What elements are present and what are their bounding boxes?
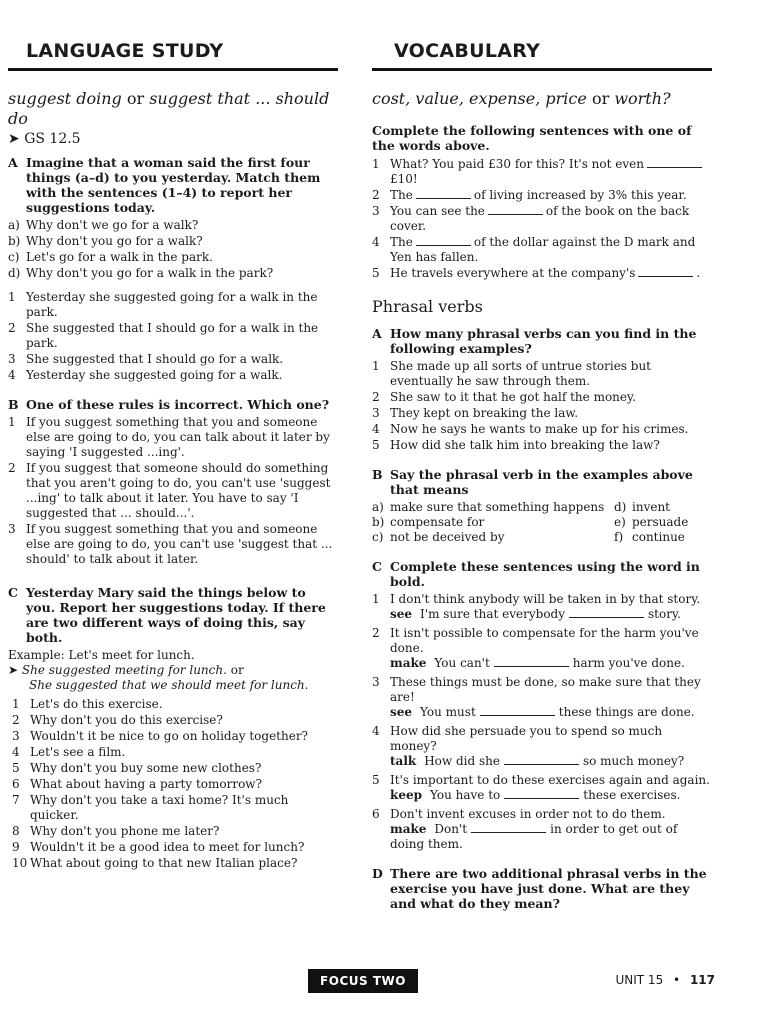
example-block: Example: Let's meet for lunch. ➤ She suggested meeting for lunch. or She suggested that we should meet for lunch. [8, 648, 338, 693]
page-number: 117 [689, 973, 715, 987]
phrasal-c-instruction: C Complete these sentences using the word in bold. [372, 559, 700, 589]
rule-item: 2 If you suggest that someone should do something that you aren't going to do, you can't use 'suggest ...ing' to talk about it later. You have to say 'I suggested that ... should...'. [8, 461, 331, 520]
phrasal-d-instruction: D There are two additional phrasal verbs in the exercise you have just done. What are they and what do they mean? [372, 866, 707, 911]
language-study-heading: LANGUAGE STUDY [8, 40, 338, 71]
exercise-item: 6 What about having a party tomorrow? [12, 777, 263, 791]
sentence-item: 1 Yesterday she suggested going for a walk in the park. [8, 290, 318, 319]
definition-cell: c) [372, 530, 384, 544]
definition-cell: persuade [632, 515, 689, 529]
definition-cell: e) [614, 515, 626, 529]
phrasal-verbs-title: Phrasal verbs [372, 297, 483, 316]
section-a-sentences [8, 290, 338, 383]
vocabulary-column [372, 40, 712, 914]
answer-blank [504, 788, 579, 799]
vocab-intro: Complete the following sentences with one of the words above. [372, 123, 692, 153]
answer-blank [416, 235, 471, 246]
example-item: 4 Now he says he wants to make up for his crimes. [372, 422, 689, 436]
keyword: see [390, 705, 413, 719]
exercise-item: 3 Wouldn't it be nice to go on holiday together? [12, 729, 308, 743]
answer-blank [638, 266, 693, 277]
grammar-topic [8, 89, 338, 129]
vocab-item: 2 The of living increased by 3% this year. [372, 188, 687, 202]
rule-item: 1 If you suggest something that you and someone else are going to do, you can talk about it later by saying 'I suggested ...ing'. [8, 415, 330, 459]
keyword: see [390, 607, 413, 621]
arrow-icon: ➤ [8, 663, 22, 677]
unit-label: UNIT 15 [615, 973, 664, 987]
section-c-items [8, 697, 338, 871]
option-item: d) Why don't you go for a walk in the park? [8, 266, 274, 280]
exercise-item: 1 Let's do this exercise. [12, 697, 163, 711]
transformation-item: 2 It isn't possible to compensate for the harm you've done. make You can't harm you've done. [372, 626, 699, 670]
phrasal-c-items [372, 592, 712, 852]
example-item: 1 She made up all sorts of untrue stories but eventually he saw through them. [372, 359, 652, 388]
vocab-item: 3 You can see the of the book on the back cover. [372, 204, 690, 233]
keyword: make [390, 822, 427, 836]
example-answer-2: She suggested that we should meet for lunch. [29, 678, 309, 692]
topic-or: or [126, 89, 145, 108]
exercise-item: 8 Why don't you phone me later? [12, 824, 220, 838]
section-b-rules [8, 415, 338, 567]
example-item: 3 They kept on breaking the law. [372, 406, 579, 420]
example-answer-1: She suggested meeting for lunch. [21, 663, 227, 677]
transformation-item: 5 It's important to do these exercises again and again. keep You have to these exercises. [372, 773, 710, 802]
gs-ref-text: GS 12.5 [24, 131, 81, 147]
definition-cell: b) [372, 515, 385, 529]
answer-blank [488, 204, 543, 215]
arrow-icon: ➤ [8, 131, 20, 147]
phrasal-b-items [372, 500, 712, 545]
phrasal-b-instruction: B Say the phrasal verb in the examples above that means [372, 467, 693, 497]
transformation-item: 6 Don't invent excuses in order not to do them. make Don't in order to get out of doing them. [372, 807, 678, 851]
transformation-item: 3 These things must be done, so make sure that they are! see You must these things are done. [372, 675, 701, 719]
definition-cell: f) [614, 530, 624, 544]
rule-item: 3 If you suggest something that you and someone else are going to do, you can't use 'suggest that ... should' to talk about it later. [8, 522, 333, 566]
vocab-item: 1 What? You paid £30 for this? It's not even£10! [372, 157, 712, 187]
exercise-item: 7 Why don't you take a taxi home? It's much quicker. [12, 793, 289, 822]
exercise-item: 9 Wouldn't it be a good idea to meet for lunch? [12, 840, 305, 854]
answer-blank [471, 822, 546, 833]
exercise-item: 10 What about going to that new Italian place? [12, 856, 298, 870]
example-label: Example: Let's meet for lunch. [8, 648, 195, 662]
section-b-instruction: B One of these rules is incorrect. Which one? [8, 397, 330, 412]
sentence-item: 4 Yesterday she suggested going for a walk. [8, 368, 283, 382]
section-a-options [8, 218, 338, 281]
option-item: b) Why don't you go for a walk? [8, 234, 203, 248]
answer-blank [494, 656, 569, 667]
transformation-item: 1 I don't think anybody will be taken in by that story. see I'm sure that everybody story. [372, 592, 701, 621]
option-item: a) Why don't we go for a walk? [8, 218, 199, 232]
transformation-item: 4 How did she persuade you to spend so much money? talk How did she so much money? [372, 724, 685, 768]
definition-cell: continue [632, 530, 685, 544]
vocab-topic: cost, value, expense, price or worth? [372, 89, 671, 108]
vocab-item: 5 He travels everywhere at the company's . [372, 266, 701, 280]
grammar-summary-ref [8, 131, 338, 147]
option-item: c) Let's go for a walk in the park. [8, 250, 213, 264]
definition-cell: d) [614, 500, 627, 514]
focus-two-badge: FOCUS TWO [308, 969, 418, 993]
topic-part-b: suggest that ... should do [8, 89, 330, 128]
vocab-sentences [372, 157, 712, 281]
section-a-instruction: A Imagine that a woman said the first four things (a–d) to you yesterday. Match them with the sentences (1–4) to report her suggestions today. [8, 155, 321, 215]
vocab-item: 4 The of the dollar against the D mark and Yen has fallen. [372, 235, 696, 264]
language-study-column [8, 40, 338, 872]
page-footer: UNIT 15 • 117 [615, 973, 715, 987]
answer-blank [569, 607, 644, 618]
vocabulary-heading: VOCABULARY [372, 40, 712, 71]
definition-cell: make sure that something happens [390, 500, 605, 514]
phrasal-a-items [372, 359, 712, 453]
exercise-item: 2 Why don't you do this exercise? [12, 713, 223, 727]
definition-cell: invent [632, 500, 670, 514]
exercise-item: 4 Let's see a film. [12, 745, 126, 759]
definition-cell: not be deceived by [390, 530, 505, 544]
sentence-item: 2 She suggested that I should go for a walk in the park. [8, 321, 319, 350]
example-item: 2 She saw to it that he got half the money. [372, 390, 637, 404]
topic-part-a: suggest doing [8, 89, 122, 108]
answer-blank [480, 705, 555, 716]
definition-cell: a) [372, 500, 384, 514]
example-item: 5 How did she talk him into breaking the law? [372, 438, 660, 452]
answer-blank [416, 188, 471, 199]
section-c-instruction: C Yesterday Mary said the things below to you. Report her suggestions today. If there are two different ways of doing this, say both. [8, 585, 326, 645]
definition-cell: compensate for [390, 515, 485, 529]
sentence-item: 3 She suggested that I should go for a walk. [8, 352, 284, 366]
keyword: keep [390, 788, 422, 802]
exercise-item: 5 Why don't you buy some new clothes? [12, 761, 262, 775]
phrasal-a-instruction: A How many phrasal verbs can you find in the following examples? [372, 326, 697, 356]
answer-blank [504, 754, 579, 765]
keyword: talk [390, 754, 417, 768]
answer-blank [647, 157, 702, 168]
keyword: make [390, 656, 427, 670]
